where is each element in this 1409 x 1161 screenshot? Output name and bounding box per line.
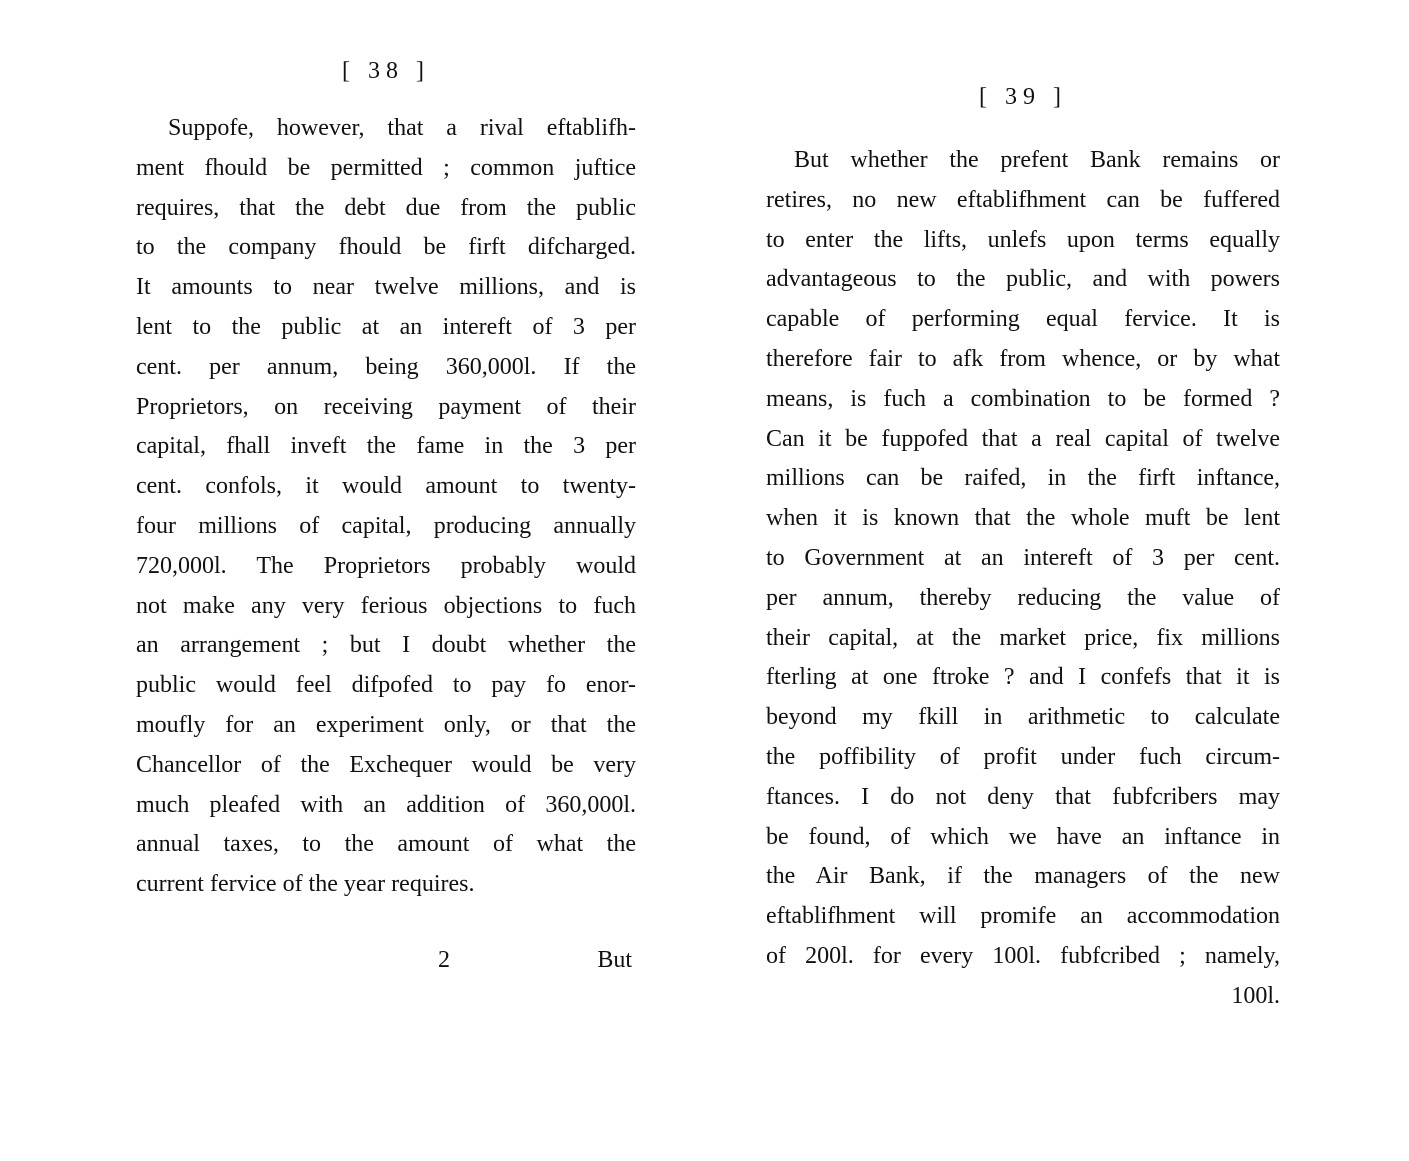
text-line: ment fhould be permitted ; common juftice: [136, 154, 636, 181]
text-line: when it is known that the whole muft be lent: [766, 505, 1280, 532]
text-line: eftablifhment will promife an accommodation: [766, 903, 1280, 930]
text-line: four millions of capital, producing annually: [136, 512, 636, 539]
page-footer: [136, 947, 636, 987]
text-line: of 200l. for every 100l. fubfcribed ; namely,: [766, 942, 1280, 969]
text-line: It amounts to near twelve millions, and is: [136, 274, 636, 301]
text-line: cent. per annum, being 360,000l. If the: [136, 353, 636, 380]
left-page-text: [136, 109, 636, 905]
text-line: their capital, at the market price, fix millions: [766, 624, 1280, 651]
catchword: 100l.: [1231, 982, 1280, 1009]
text-line: current fervice of the year requires.: [136, 871, 475, 898]
text-line: moufly for an experiment only, or that the: [136, 711, 636, 738]
text-line: Proprietors, on receiving payment of their: [136, 393, 636, 420]
page-number: [ 39 ]: [979, 84, 1067, 110]
text-line: annual taxes, to the amount of what the: [136, 831, 636, 858]
left-page: [136, 58, 636, 987]
signature-mark: 2: [438, 946, 450, 973]
text-line: be found, of which we have an inftance in: [766, 823, 1280, 850]
catchword: But: [597, 946, 632, 973]
text-line: therefore fair to afk from whence, or by what: [766, 345, 1280, 372]
text-line: lent to the public at an intereft of 3 per: [136, 313, 636, 340]
text-line: millions can be raifed, in the firft inftance,: [766, 465, 1280, 492]
page-number: [ 38 ]: [342, 58, 430, 84]
text-line: per annum, thereby reducing the value of: [766, 584, 1280, 611]
text-line: to the company fhould be firft difcharged.: [136, 234, 636, 261]
text-line: fterling at one ftroke ? and I confefs that it is: [766, 664, 1280, 691]
text-line: ftances. I do not deny that fubfcribers may: [766, 783, 1280, 810]
right-page-text: [766, 141, 1280, 977]
text-line: advantageous to the public, and with powers: [766, 266, 1280, 293]
text-line: retires, no new eftablifhment can be fuffered: [766, 186, 1280, 213]
text-line: Suppofe, however, that a rival eftablifh-: [168, 115, 636, 141]
text-line: public would feel difpofed to pay fo enor-: [136, 672, 636, 699]
text-line: beyond my fkill in arithmetic to calculate: [766, 704, 1280, 731]
text-line: Chancellor of the Exchequer would be very: [136, 751, 636, 778]
text-line: much pleafed with an addition of 360,000l.: [136, 791, 636, 818]
text-line: to enter the lifts, unlefs upon terms equally: [766, 226, 1280, 253]
text-line: means, is fuch a combination to be formed ?: [766, 385, 1280, 412]
text-line: to Government at an intereft of 3 per cent.: [766, 544, 1280, 571]
right-page: [766, 84, 1280, 1017]
text-line: 720,000l. The Proprietors probably would: [136, 552, 636, 579]
text-line: capable of performing equal fervice. It is: [766, 306, 1280, 333]
text-line: an arrangement ; but I doubt whether the: [136, 632, 636, 659]
text-line: not make any very ferious objections to fuch: [136, 592, 636, 619]
text-line: the poffibility of profit under fuch circum-: [766, 743, 1280, 770]
text-line: cent. confols, it would amount to twenty-: [136, 473, 636, 500]
text-line: requires, that the debt due from the public: [136, 194, 636, 221]
text-line: Can it be fuppofed that a real capital of twelve: [766, 425, 1280, 452]
text-line: capital, fhall inveft the fame in the 3 per: [136, 433, 636, 460]
text-line: But whether the prefent Bank remains or: [794, 147, 1280, 173]
text-line: the Air Bank, if the managers of the new: [766, 863, 1280, 890]
